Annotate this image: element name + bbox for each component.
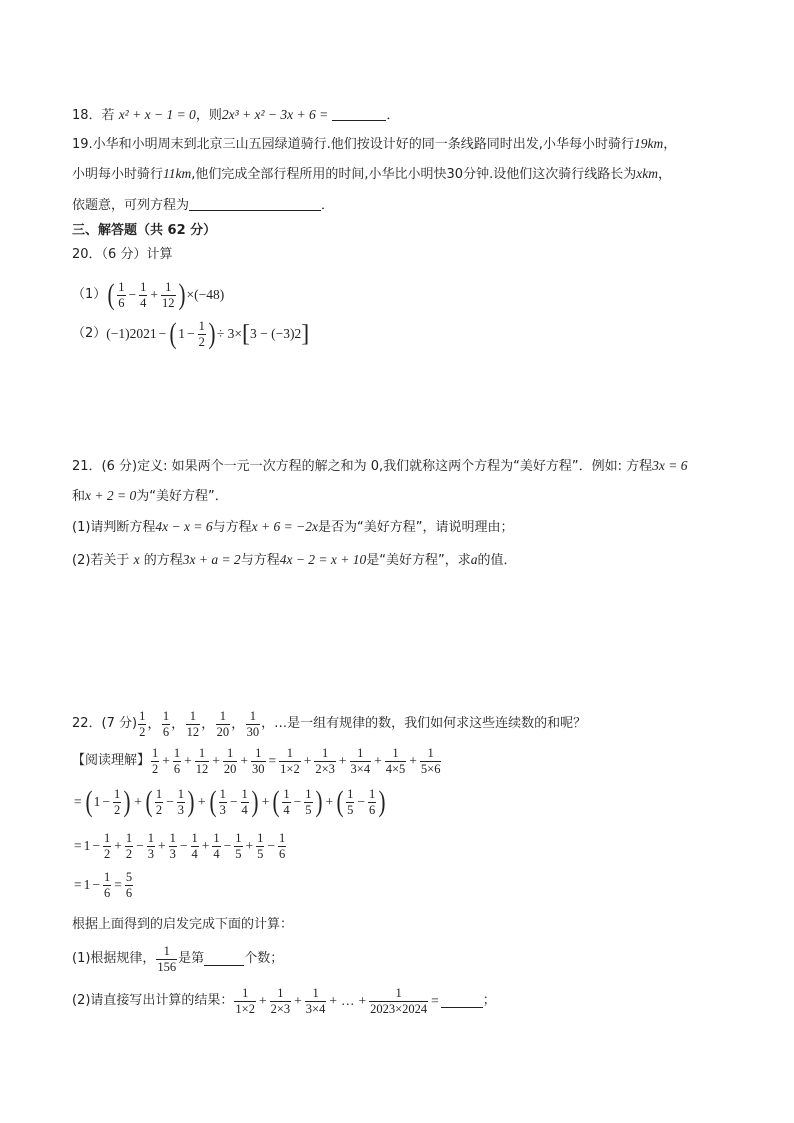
fraction: $\frac{1}{5}$ — [235, 830, 242, 861]
q21-line4 — [72, 551, 517, 570]
q20-part1: （1） ( $\frac{1}{6}$ − $\frac{1}{4}$ + $\frac{1}{12}$ ) ×(−48) — [72, 278, 225, 311]
q21-text: 是否为“美好方程”，请说明理由； — [317, 520, 514, 535]
q19-text: ， — [663, 137, 677, 152]
right-paren: ) — [208, 317, 216, 350]
fraction: $\frac{1}{5}$ — [257, 830, 264, 861]
q19-line3 — [72, 197, 334, 215]
left-paren: ( — [336, 785, 344, 818]
right-paren: ) — [187, 785, 195, 818]
fraction: $\frac{1}{2}$ — [125, 830, 133, 861]
fraction: $\frac{1}{2}$ — [104, 830, 111, 861]
fraction: $\frac{1}{1\times 2}$ — [280, 745, 300, 776]
q21-example-eq1: 3x = 6 — [652, 458, 688, 473]
q20-heading: 20．（6 分）计算 — [72, 247, 173, 262]
q22-sub1-text: 个数； — [244, 951, 284, 966]
q18-expression: 2x³ + x² − 3x + 6 = — [221, 107, 329, 122]
fraction: $\frac{1}{4\times 5}$ — [385, 745, 406, 776]
fraction: $\frac{1}{2023\times 2024}$ — [370, 985, 428, 1016]
q22-number: 22．(7 分) — [72, 716, 138, 731]
q21-line1 — [72, 457, 687, 476]
fraction: $\frac{1}{4}$ — [283, 786, 290, 817]
fraction: $\frac{1}{5}$ — [347, 786, 354, 817]
q22-step2: = 1 − $\frac{1}{2}$ + $\frac{1}{2}$ − $\frac{1}{3}$ + $\frac{1}{3}$ − $\frac{1}{4}$ + $\frac{1}{4}$ − $\frac{1}{5}$ + $\frac{1}{5}$ − $\frac{1}{6}$ — [74, 830, 286, 861]
fraction: $\frac{1}{5}$ — [305, 786, 312, 817]
q22-sub2-sum: $\frac{1}{1\times 2}$ + $\frac{1}{2\times 3}$ + $\frac{1}{3\times 4}$ — [235, 985, 326, 1016]
q22-heading — [72, 709, 586, 739]
q21-eq4: 4x − 2 = x + 10 — [279, 552, 367, 567]
q20-division: ÷ 3× — [216, 326, 243, 341]
q19-speed-xiaoming: 11km — [163, 166, 192, 181]
right-paren: ) — [378, 785, 386, 818]
q18-condition: x² + x − 1 = 0 — [118, 107, 196, 122]
fraction: $\frac{1}{6}$ — [162, 708, 170, 739]
q22-question: ，…是一组有规律的数，我们如何求这些连续数的和呢？ — [261, 716, 587, 731]
q22-sequence: $\frac{1}{2}$ ， $\frac{1}{6}$ ， $\frac{1}{12}$ ， $\frac{1}{20}$ ， $\frac{1}{30}$ — [139, 708, 260, 739]
q19-text: 19.小华和小明周末到北京三山五园绿道骑行.他们按设计好的同一条线路同时出发,小华每小时骑行 — [72, 137, 634, 152]
q22-hint: 根据上面得到的启发完成下面的计算： — [72, 917, 294, 932]
fraction: $\frac{1}{12}$ — [186, 708, 200, 739]
q21-line3 — [72, 518, 513, 537]
q21-text: 为“美好方程”． — [136, 489, 228, 504]
fraction: $\frac{1}{3}$ — [147, 830, 154, 861]
q21-text: 是“美好方程”，求 — [366, 553, 471, 568]
q21-text: 与方程 — [240, 553, 280, 568]
q21-definition: 21．(6 分)定义: 如果两个一元一次方程的解之和为 0,我们就称这两个方程为“美好方程”．例如: 方程 — [72, 459, 653, 474]
q21-text: 的方程 — [143, 553, 183, 568]
fraction: $\frac{1}{5\times 6}$ — [420, 745, 441, 776]
q20-bracket-content: 3 − (−3) — [250, 326, 295, 341]
q21-text: (2)若关于 — [72, 553, 130, 568]
right-paren: ) — [178, 278, 186, 311]
q21-text: 的值． — [477, 553, 517, 568]
fraction: $\frac{1}{12}$ — [162, 279, 175, 310]
q18-number: 18．若 — [72, 108, 115, 123]
q22-step1: = ( 1 − $\frac{1}{2}$ ) + ( $\frac{1}{2}$ − $\frac{1}{3}$ ) + ( $\frac{1}{3}$ − $\frac{1}{4}$ ) + ( $\frac{1}{4}$ − $\frac{1}{5}$ ) + ( $\frac{1}{5}$ − $\frac{1}{6}$ ) — [74, 785, 386, 818]
q21-eq2: x + 6 = −2x — [251, 519, 318, 534]
q22-reading-label: 【阅读理解】 — [72, 753, 151, 768]
q21-variable-x: x — [133, 552, 140, 567]
q21-text: 和 — [72, 489, 86, 504]
right-bracket: ] — [301, 321, 310, 347]
q22-sub1-text: 是第 — [178, 951, 205, 966]
left-bracket: [ — [242, 321, 251, 347]
fraction: $\frac{1}{4}$ — [213, 830, 220, 861]
fraction: $\frac{1}{2\times 3}$ — [270, 985, 291, 1016]
q19-variable: xkm — [636, 166, 658, 181]
q21-example-eq2: x + 2 = 0 — [85, 488, 137, 503]
q19-end: ． — [321, 198, 335, 213]
fraction: $\frac{1}{1\times 2}$ — [235, 985, 255, 1016]
q20-base: (−1) — [106, 326, 130, 341]
fraction: $\frac{1}{2\times 3}$ — [315, 745, 335, 776]
q19-text: ,他们完成全部行程所用的时间,小华比小明快30分钟.设他们这次骑行线路长为 — [191, 167, 637, 182]
q21-eq1: 4x − x = 6 — [155, 519, 213, 534]
left-paren: ( — [169, 317, 177, 350]
q21-line2 — [72, 487, 228, 506]
q22-sub1-text: (1)根据规律， — [72, 951, 156, 966]
q21-text: (1)请判断方程 — [72, 520, 156, 535]
fraction: $\frac{1}{156}$ — [157, 943, 177, 974]
q19-text: 小明每小时骑行 — [72, 167, 164, 182]
q19-text: 依题意，可列方程为 — [72, 198, 190, 213]
fraction: $\frac{1}{6}$ — [279, 830, 286, 861]
right-paren: ) — [315, 785, 322, 818]
q22-step3: = 1 − $\frac{1}{6}$ = $\frac{5}{6}$ — [74, 869, 133, 900]
q20-minus: − — [158, 326, 167, 341]
q18-line — [72, 106, 399, 125]
q22-sub2-end: ； — [482, 993, 496, 1008]
q22-sum-products: $\frac{1}{1\times 2}$ + $\frac{1}{2\times 3}$ + $\frac{1}{3\times 4}$ + $\frac{1}{4\times 5}$ + $\frac{1}{5\times 6}$ — [280, 745, 441, 776]
q20-part2: （2） (−1) 2021 − ( 1 − $\frac{1}{2}$ ) ÷ 3× [ 3 − (−3) 2 ] — [72, 317, 310, 350]
fraction: $\frac{1}{20}$ — [223, 745, 237, 776]
fraction: $\frac{1}{3}$ — [219, 786, 226, 817]
left-paren: ( — [209, 785, 217, 818]
q22-sub2-text: (2)请直接写出计算的结果： — [72, 993, 234, 1008]
left-paren: ( — [107, 278, 115, 311]
q22-sub2-answer-blank[interactable] — [441, 994, 483, 1008]
q18-text: ，则 — [195, 108, 222, 123]
q20-part1-label: （1） — [72, 287, 107, 302]
q22-sum-fractions: $\frac{1}{2}$ + $\frac{1}{6}$ + $\frac{1}{12}$ + $\frac{1}{20}$ + $\frac{1}{30}$ — [152, 745, 265, 776]
fraction: $\frac{1}{6}$ — [118, 279, 125, 310]
q20-part2-label: （2） — [72, 326, 107, 341]
left-paren: ( — [272, 785, 280, 818]
q22-sub1-answer-blank[interactable] — [204, 952, 244, 966]
fraction: $\frac{1}{6}$ — [173, 745, 181, 776]
fraction: $\frac{1}{2}$ — [198, 318, 205, 349]
fraction: $\frac{1}{20}$ — [216, 708, 230, 739]
fraction: $\frac{1}{3\times 4}$ — [350, 745, 371, 776]
fraction: $\frac{1}{3}$ — [177, 786, 184, 817]
fraction: $\frac{1}{3\times 4}$ — [305, 985, 326, 1016]
fraction: $\frac{1}{4}$ — [140, 279, 147, 310]
fraction: $\frac{5}{6}$ — [125, 869, 133, 900]
fraction: $\frac{1}{6}$ — [104, 869, 111, 900]
fraction: $\frac{1}{12}$ — [195, 745, 209, 776]
section-heading: 三、解答题（共 62 分） — [72, 223, 217, 238]
fraction: $\frac{1}{6}$ — [369, 786, 376, 817]
q22-sub1 — [72, 943, 283, 975]
q19-speed-xiaohua: 19km — [633, 136, 664, 151]
fraction: $\frac{1}{4}$ — [191, 830, 198, 861]
right-paren: ) — [251, 785, 259, 818]
q21-eq3: 3x + a = 2 — [182, 552, 241, 567]
q18-end: ． — [386, 108, 400, 123]
q21-variable-a: a — [470, 552, 478, 567]
q18-answer-blank[interactable] — [332, 107, 386, 121]
fraction: $\frac{1}{2}$ — [152, 745, 159, 776]
q19-line1 — [72, 135, 676, 154]
fraction: $\frac{1}{2}$ — [114, 786, 121, 817]
fraction: $\frac{1}{3}$ — [169, 830, 176, 861]
right-paren: ) — [123, 785, 131, 818]
left-paren: ( — [85, 785, 93, 818]
fraction: $\frac{1}{30}$ — [246, 708, 260, 739]
fraction: $\frac{1}{2}$ — [139, 708, 146, 739]
q22-paired-differences: ( 1 − $\frac{1}{2}$ ) + ( $\frac{1}{2}$ − $\frac{1}{3}$ ) + ( $\frac{1}{3}$ − $\frac{1}{4}$ ) + ( $\frac{1}{4}$ − $\frac{1}{5}$ ) + ( $\frac{1}{5}$ − $\frac{1}{6}$ ) — [85, 785, 386, 818]
q22-expanded-terms: − $\frac{1}{2}$ + $\frac{1}{2}$ − $\frac{1}{3}$ + $\frac{1}{3}$ − $\frac{1}{4}$ + $\frac{1}{4}$ − $\frac{1}{5}$ + $\frac{1}{5}$ − $\frac{1}{6}$ — [92, 830, 286, 861]
fraction: $\frac{1}{2}$ — [155, 786, 163, 817]
q19-line2 — [72, 165, 671, 184]
q21-text: 与方程 — [212, 520, 252, 535]
q20-part1-multiplier: ×(−48) — [186, 287, 225, 302]
fraction: $\frac{1}{30}$ — [252, 745, 265, 776]
fraction: $\frac{1}{4}$ — [241, 786, 248, 817]
q19-text: ， — [657, 167, 671, 182]
q22-sub2: (2)请直接写出计算的结果： $\frac{1}{1\times 2}$ + $\frac{1}{2\times 3}$ + $\frac{1}{3\times 4}$ + … + $\frac{1}{2023\times 2024}$ = ； — [72, 985, 496, 1016]
q19-answer-blank[interactable] — [189, 197, 321, 211]
left-paren: ( — [145, 785, 153, 818]
q22-reading-line: 【阅读理解】 $\frac{1}{2}$ + $\frac{1}{6}$ + $\frac{1}{12}$ + $\frac{1}{20}$ + $\frac{1}{30}$ = $\frac{1}{1\times 2}$ + $\frac{1}{2\times 3}$ + $\frac{1}{3\times 4}$ + $\frac{1}{4\times 5}$ + $\frac{1}{5\times 6}$ — [72, 745, 441, 776]
